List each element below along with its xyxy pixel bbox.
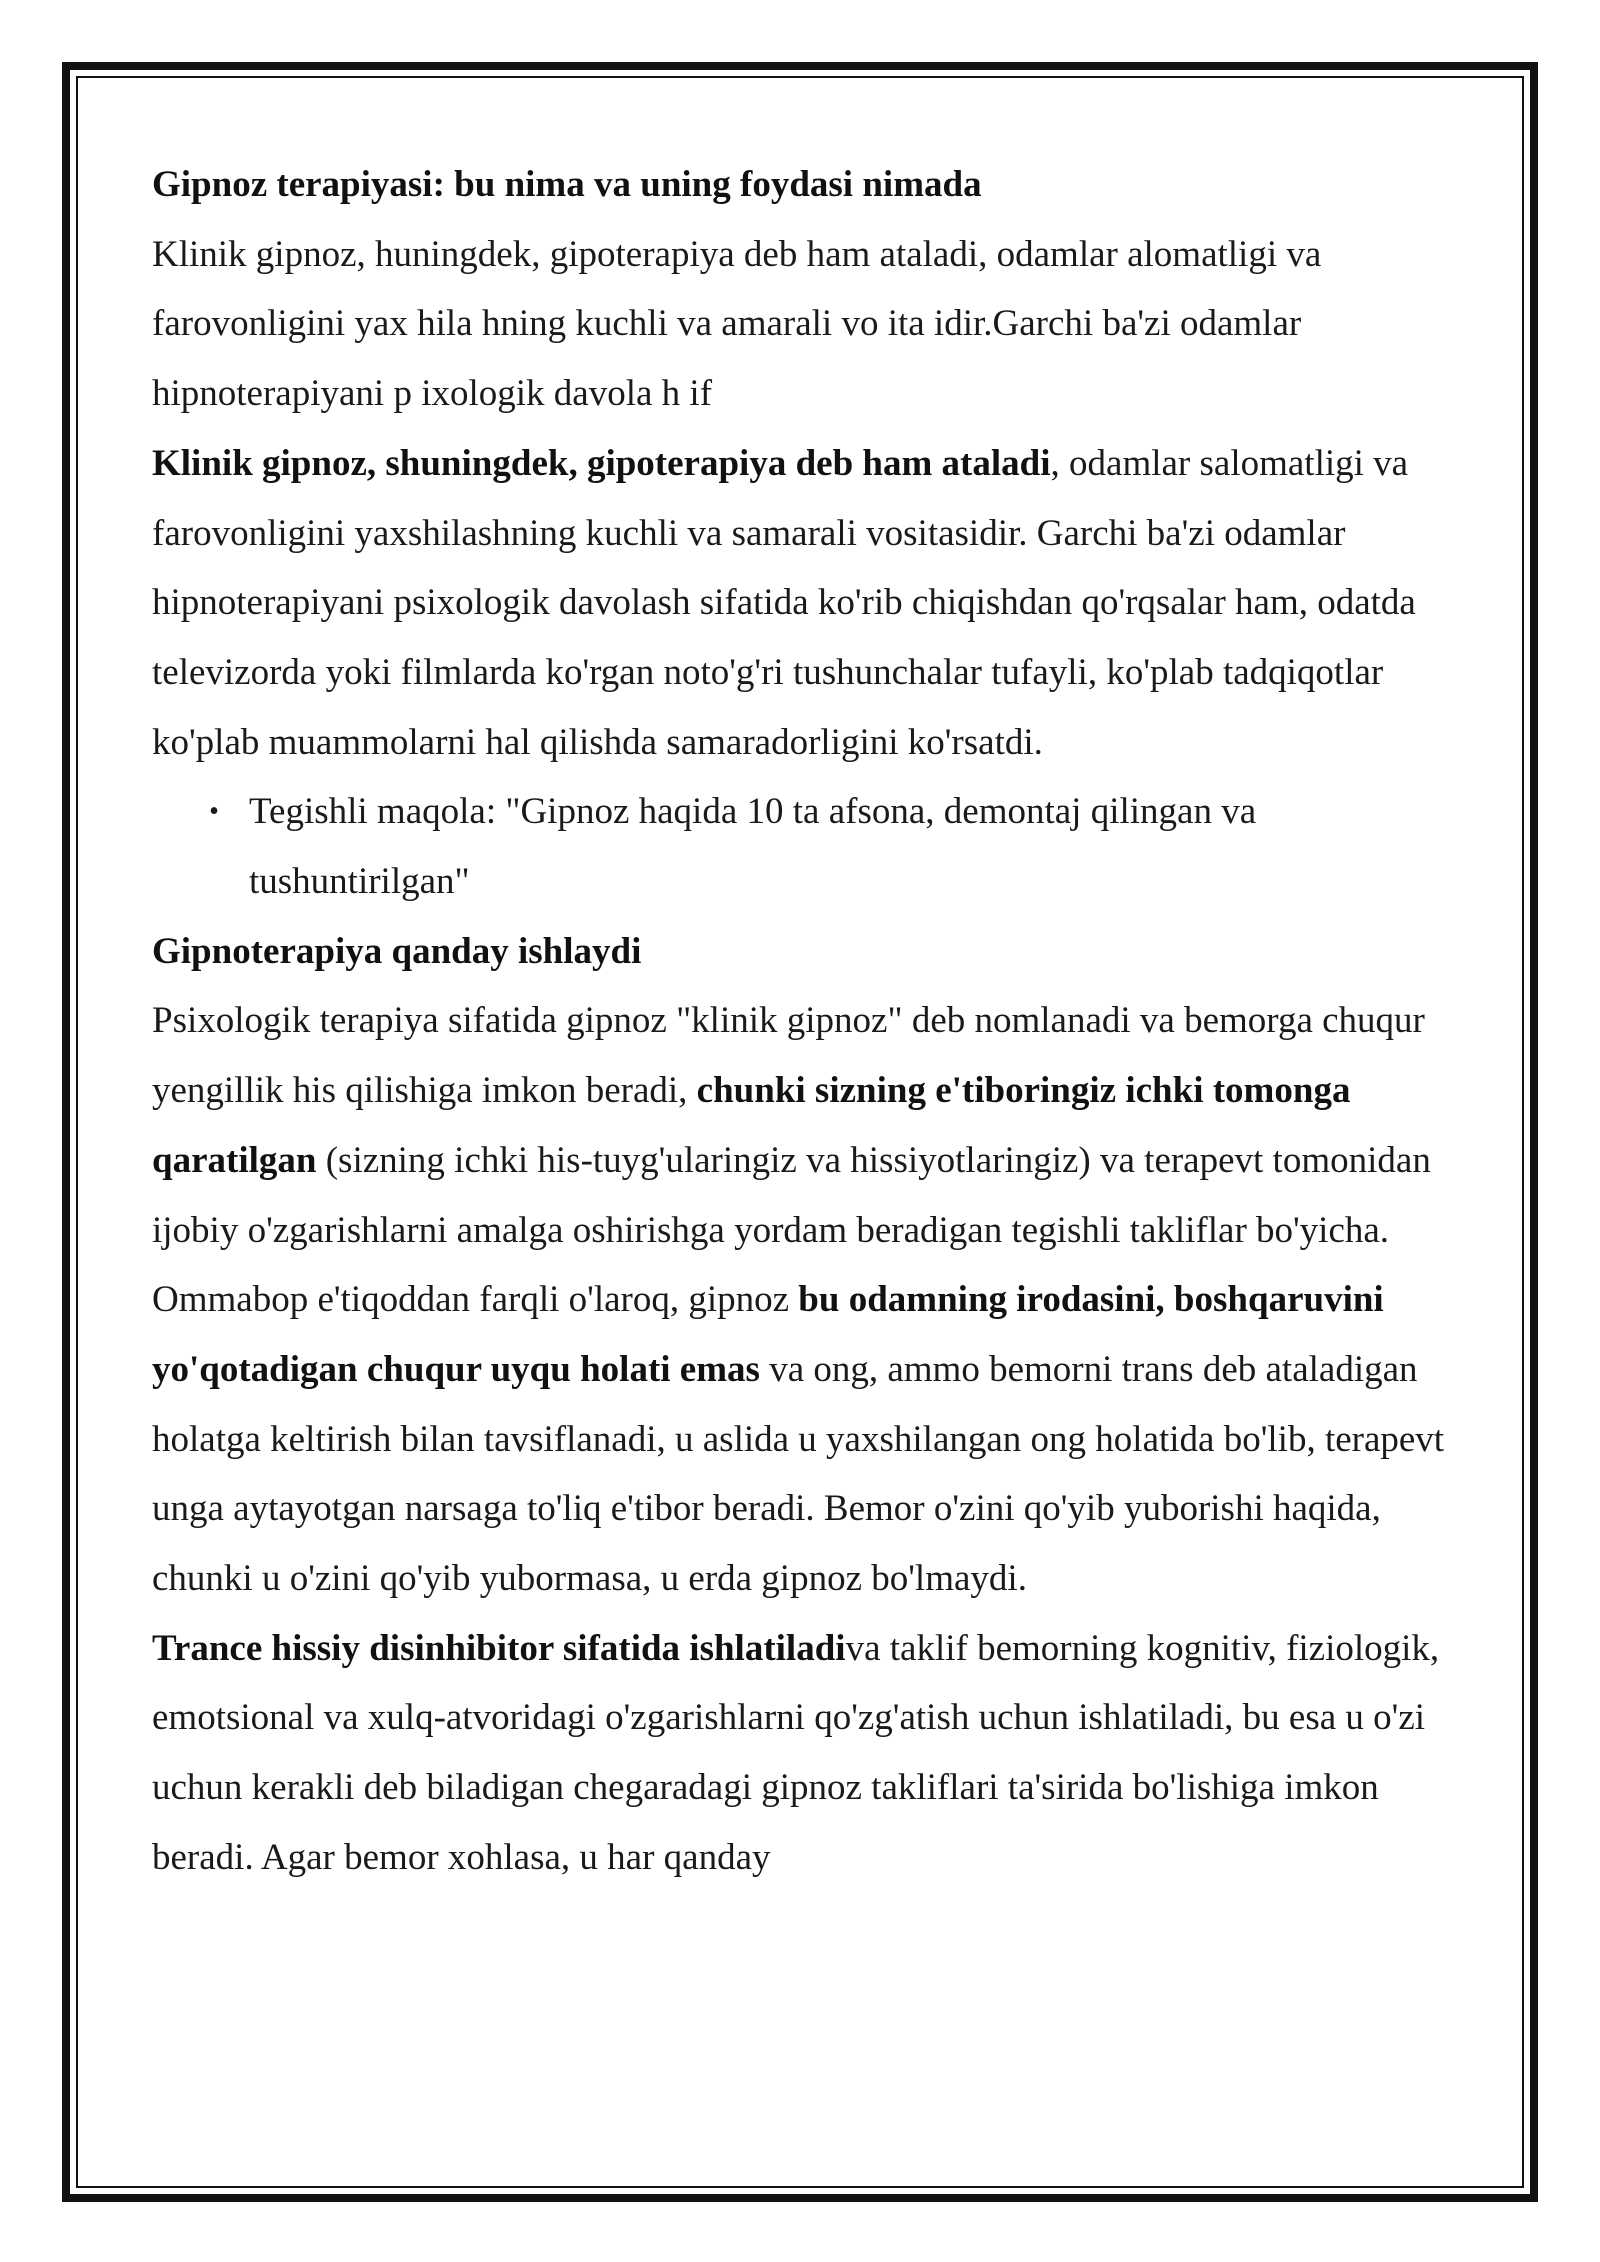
paragraph-definition (152, 429, 1452, 778)
document-body (152, 150, 1452, 1893)
section-heading: Gipnoterapiya qanday ishlaydi (152, 930, 642, 972)
paragraph-trance: Trance hissiy disinhibitor sifatida ishlatiladiva taklif bemorning kognitiv, fiziologik, emotsional va xulq-atvoridagi o'zgarishlarni qo'zg'atish uchun ishlatiladi, bu esa u o'zi uchun kerakli deb biladigan chegaradagi gipnoz takliflari ta'sirida bo'lishiga imkon beradi. Agar bemor xohlasa, u har qanday (152, 1627, 1440, 1878)
paragraph-how-it-works: Psixologik terapiya sifatida gipnoz "klinik gipnoz" deb nomlanadi va bemorga chuqur yengillik his qilishiga imkon beradi, chunki sizning e'tiboringiz ichki tomonga qaratilgan (sizning ichki his-tuyg'ularingiz va hissiyotlaringiz) va terapevt tomonidan ijobiy o'zgarishlarni amalga oshirishga yordam beradigan tegishli takliflar bo'yicha. (152, 1000, 1431, 1251)
document-title: Gipnoz terapiyasi: bu nima va uning foydasi nimada (152, 164, 982, 205)
related-article-item[interactable] (152, 777, 1452, 916)
related-article-text: Tegishli maqola: "Gipnoz haqida 10 ta afsona, demontaj qilingan va tushuntirilgan" (249, 791, 1257, 903)
intro-paragraph: Klinik gipnoz, huningdek, gipoterapiya deb ham ataladi, odamlar alomatligi va farovonligini yax hila hning kuchli va amarali vo ita idir.Garchi ba'zi odamlar hipnoterapiyani p ixologik davola h if (152, 233, 1322, 415)
paragraph-definition-bold: Klinik gipnoz, shuningdek, gipoterapiya deb ham ataladi (152, 442, 1051, 484)
related-article-list (152, 777, 1452, 916)
paragraph-misconception: Ommabop e'tiqoddan farqli o'laroq, gipnoz bu odamning irodasini, boshqaruvini yo'qotadigan chuqur uyqu holati emas va ong, ammo bemorni trans deb ataladigan holatga keltirish bilan tavsiflanadi, u aslida u yaxshilangan ong holatida bo'lib, terapevt unga aytayotgan narsaga to'liq e'tibor beradi. Bemor o'zini qo'yib yuborishi haqida, chunki u o'zini qo'yib yubormasa, u erda gipnoz bo'lmaydi. (152, 1279, 1445, 1600)
paragraph-definition-text: , odamlar salomatligi va farovonligini yaxshilashning kuchli va samarali vositasidir. Garchi ba'zi odamlar hipnoterapiyani psixologik davolash sifatida ko'rib chiqishdan qo'rqsalar ham, odatda televizorda yoki filmlarda ko'rgan noto'g'ri tushunchalar tufayli, ko'plab tadqiqotlar ko'plab muammolarni hal qilishda samaradorligini ko'rsatdi. (152, 442, 1416, 763)
bullet-icon: • (209, 796, 219, 828)
